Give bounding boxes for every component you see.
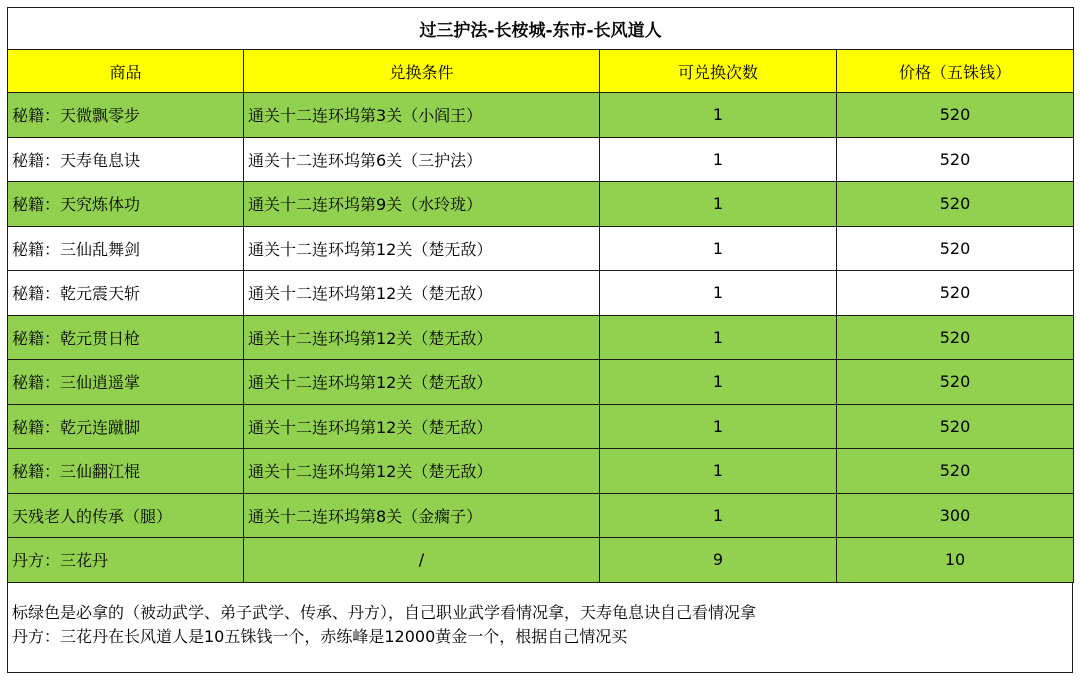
table-row	[8, 315, 1074, 360]
cell-price[interactable]: 520	[837, 404, 1074, 449]
cell-item[interactable]: 秘籍：天微飘零步	[8, 93, 244, 138]
cell-count[interactable]: 1	[600, 137, 837, 182]
table-row	[8, 538, 1074, 583]
table-row	[8, 271, 1074, 316]
note-line: 标绿色是必拿的（被动武学、弟子武学、传承、丹方），自己职业武学看情况拿，天寿龟息诀自己看情况拿	[12, 602, 757, 622]
table-row	[8, 449, 1074, 494]
cell-price[interactable]: 520	[837, 271, 1074, 316]
cell-count[interactable]: 1	[600, 226, 837, 271]
cell-price[interactable]: 520	[837, 182, 1074, 227]
cell-condition[interactable]: 通关十二连环坞第12关（楚无敌）	[244, 226, 600, 271]
cell-condition[interactable]: 通关十二连环坞第3关（小阎王）	[244, 93, 600, 138]
cell-item[interactable]: 秘籍：三仙乱舞剑	[8, 226, 244, 271]
cell-item[interactable]: 丹方：三花丹	[8, 538, 244, 583]
cell-condition[interactable]: 通关十二连环坞第12关（楚无敌）	[244, 315, 600, 360]
header-item[interactable]: 商品	[8, 50, 244, 93]
cell-count[interactable]: 1	[600, 404, 837, 449]
cell-count[interactable]: 9	[600, 538, 837, 583]
cell-price[interactable]: 520	[837, 315, 1074, 360]
header-condition[interactable]: 兑换条件	[244, 50, 600, 93]
table-row	[8, 226, 1074, 271]
cell-condition[interactable]: 通关十二连环坞第12关（楚无敌）	[244, 449, 600, 494]
cell-condition[interactable]: 通关十二连环坞第6关（三护法）	[244, 137, 600, 182]
cell-price[interactable]: 520	[837, 360, 1074, 405]
header-row	[8, 50, 1074, 93]
cell-item[interactable]: 秘籍：天寿龟息诀	[8, 137, 244, 182]
cell-condition[interactable]: 通关十二连环坞第12关（楚无敌）	[244, 271, 600, 316]
notes-cell[interactable]	[7, 583, 1073, 673]
cell-price[interactable]: 520	[837, 93, 1074, 138]
cell-price[interactable]: 520	[837, 137, 1074, 182]
cell-item[interactable]: 秘籍：乾元贯日枪	[8, 315, 244, 360]
cell-price[interactable]: 10	[837, 538, 1074, 583]
cell-count[interactable]: 1	[600, 360, 837, 405]
cell-item[interactable]: 秘籍：乾元震天斩	[8, 271, 244, 316]
cell-condition[interactable]: 通关十二连环坞第9关（水玲珑）	[244, 182, 600, 227]
cell-count[interactable]: 1	[600, 493, 837, 538]
cell-condition[interactable]: 通关十二连环坞第8关（金瘸子）	[244, 493, 600, 538]
cell-count[interactable]: 1	[600, 271, 837, 316]
table-row	[8, 137, 1074, 182]
shop-table	[7, 7, 1074, 583]
cell-price[interactable]: 300	[837, 493, 1074, 538]
table-row	[8, 93, 1074, 138]
title-row	[8, 8, 1074, 50]
note-line: 丹方：三花丹在长风道人是10五铢钱一个，赤练峰是12000黄金一个，根据自己情况买	[12, 626, 628, 646]
spreadsheet	[7, 7, 1073, 680]
cell-item[interactable]: 秘籍：三仙翻江棍	[8, 449, 244, 494]
header-price[interactable]: 价格（五铢钱）	[837, 50, 1074, 93]
cell-condition[interactable]: /	[244, 538, 600, 583]
cell-count[interactable]: 1	[600, 93, 837, 138]
cell-item[interactable]: 天残老人的传承（腿）	[8, 493, 244, 538]
cell-count[interactable]: 1	[600, 449, 837, 494]
cell-item[interactable]: 秘籍：三仙逍遥掌	[8, 360, 244, 405]
table-row	[8, 493, 1074, 538]
header-count[interactable]: 可兑换次数	[600, 50, 837, 93]
cell-price[interactable]: 520	[837, 226, 1074, 271]
cell-item[interactable]: 秘籍：天究炼体功	[8, 182, 244, 227]
cell-condition[interactable]: 通关十二连环坞第12关（楚无敌）	[244, 360, 600, 405]
table-row	[8, 182, 1074, 227]
cell-price[interactable]: 520	[837, 449, 1074, 494]
table-row	[8, 404, 1074, 449]
cell-count[interactable]: 1	[600, 315, 837, 360]
sheet-title[interactable]: 过三护法-长桉城-东市-长风道人	[8, 8, 1074, 50]
table-row	[8, 360, 1074, 405]
cell-condition[interactable]: 通关十二连环坞第12关（楚无敌）	[244, 404, 600, 449]
cell-count[interactable]: 1	[600, 182, 837, 227]
cell-item[interactable]: 秘籍：乾元连蹴脚	[8, 404, 244, 449]
